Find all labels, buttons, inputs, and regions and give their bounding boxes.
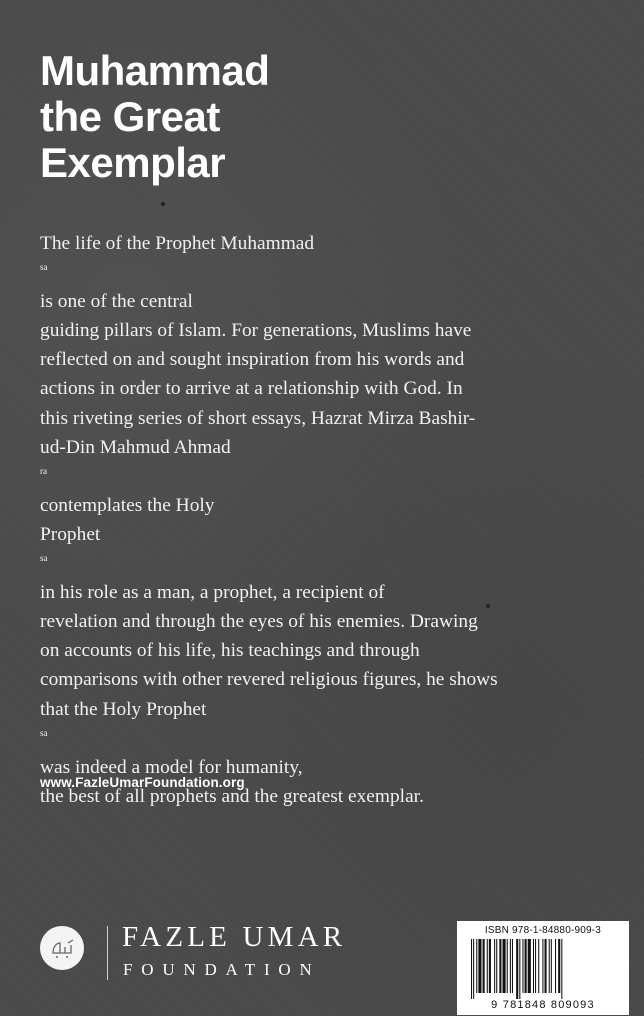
barcode-bar [533,939,534,993]
ean-digits: 9 781848 809093 [491,999,595,1011]
barcode-bar [558,939,560,993]
book-title [40,48,460,186]
barcode-bar [473,939,474,999]
title-line: Muhammad [40,47,270,94]
blurb-line: ud-Din Mahmud Ahmad $^{ra}$ contemplates the Holy [40,436,231,516]
book-description [40,229,552,811]
barcode-bar [483,939,485,993]
barcode-bar [471,939,472,999]
barcode-bar [549,939,550,993]
blurb-line: this riveting series of short essays, Hazrat Mirza Bashir- [40,407,476,429]
blurb-line: comparisons with other revered religious figures, he shows [40,669,498,691]
print-speck [486,604,490,608]
barcode-bar [545,939,547,993]
title-line: Exemplar [40,139,226,186]
barcode-bar [494,939,495,993]
barcode-bar [538,939,539,993]
barcode-bar [476,939,477,993]
barcode-bar [551,939,552,993]
isbn-label: ISBN 978-1-84880-909-3 [484,925,602,936]
blurb-line: reflected on and sought inspiration from his words and [40,349,465,371]
blurb-line: guiding pillars of Islam. For generations, Muslims have [40,320,472,342]
barcode-bar [487,939,488,993]
website-link[interactable]: www.FazleUmarFoundation.org [40,775,245,790]
barcode-bar [519,939,520,999]
blurb-line: The life of the Prophet Muhammad $^{sa}$ is one of the central [40,233,315,313]
publisher-name: FAZLE UMAR [122,921,347,953]
barcode-bar [512,939,513,993]
barcode-bar [478,939,481,993]
barcode-bar [528,939,531,993]
barcode-bar [555,939,556,993]
print-speck [161,202,165,206]
blurb-line: the best of all prophets and the greatest exemplar. [40,785,424,807]
blurb-line: Prophet $^{sa}$ in his role as a man, a prophet, a recipient of [40,523,385,604]
blurb-line: on accounts of his life, his teachings and through [40,640,420,662]
blurb-line: that the Holy Prophet $^{sa}$ was indeed a model for humanity, [40,698,303,778]
publisher-subtitle: FOUNDATION [123,960,321,979]
isbn-barcode [457,921,629,1015]
barcode-bar [510,939,511,993]
blurb-line: actions in order to arrive at a relationship with God. In [40,378,463,400]
title-line: the Great [40,93,220,140]
barcode-bar [522,939,523,993]
barcode-bar [516,939,518,999]
barcode-bars [471,939,615,999]
barcode-bar [503,939,506,993]
barcode-bar [561,939,562,999]
barcode-bar [499,939,501,993]
foundation-logo-icon [40,926,84,970]
blurb-line: revelation and through the eyes of his enemies. Drawing [40,611,478,633]
logo-divider [107,926,108,980]
barcode-bar [489,939,491,993]
barcode-bar [507,939,508,993]
barcode-bar [525,939,527,993]
calligraphy-emblem-icon [40,926,84,970]
barcode-bar [542,939,543,993]
barcode-bar [535,939,536,993]
barcode-bar [496,939,497,993]
